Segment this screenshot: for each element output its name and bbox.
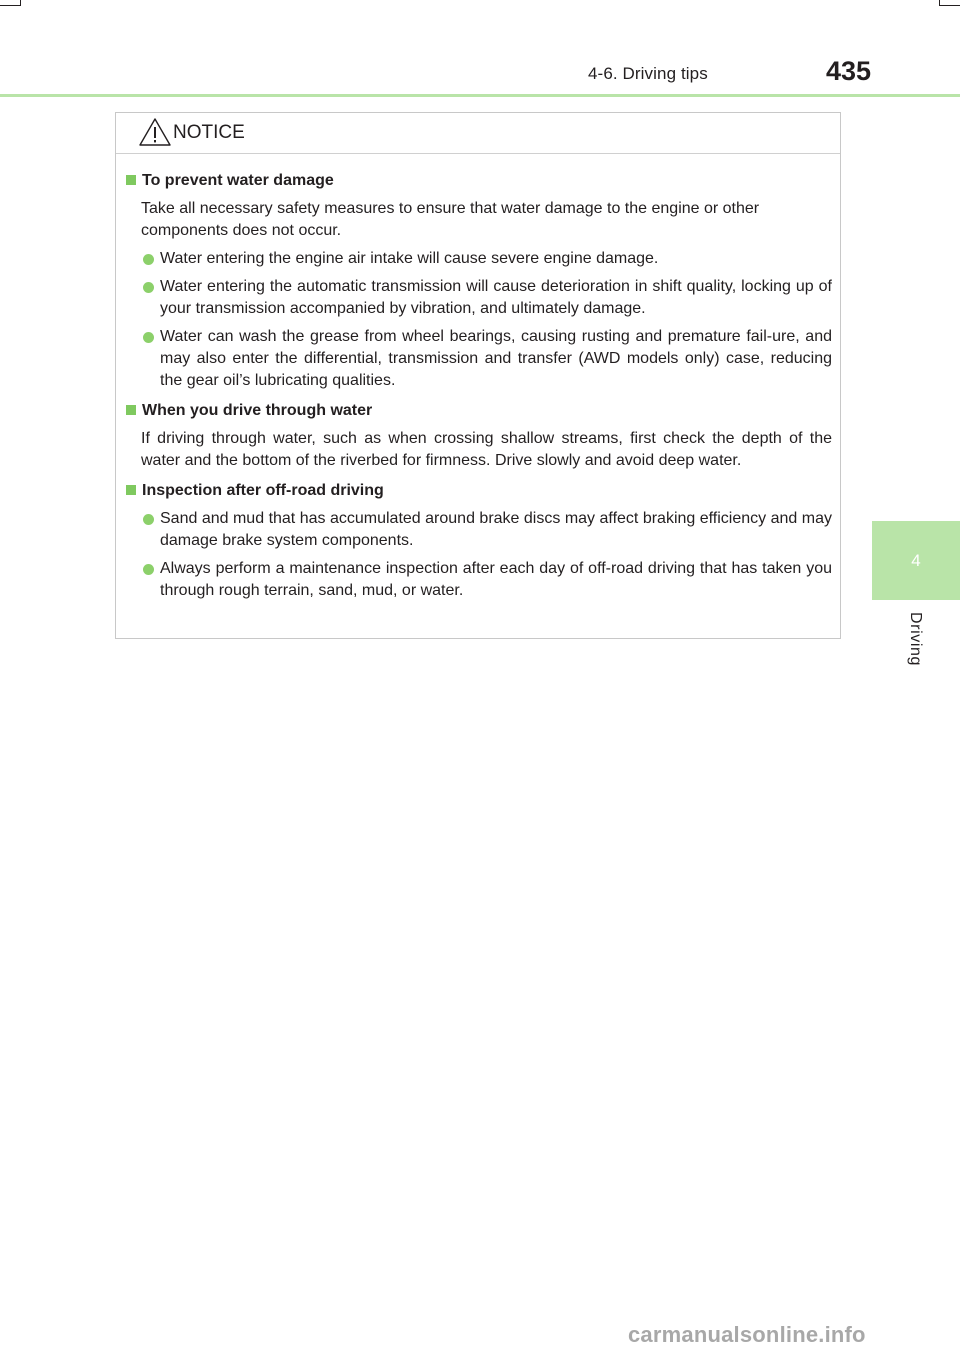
circle-bullet-icon bbox=[143, 564, 154, 575]
list-item: Water entering the automatic transmission will cause deterioration in shift quality, locking up of your transmission accompanied by vibration, and ultimately damage. bbox=[141, 276, 832, 320]
chapter-tab[interactable] bbox=[872, 521, 960, 600]
header-divider bbox=[0, 94, 960, 97]
list-item: Water entering the engine air intake will cause severe engine damage. bbox=[141, 248, 832, 270]
warning-triangle-icon bbox=[138, 117, 172, 147]
square-bullet-icon bbox=[126, 405, 136, 415]
circle-bullet-icon bbox=[143, 514, 154, 525]
section-heading-drive-through-water: When you drive through water bbox=[126, 400, 832, 422]
section-text: Take all necessary safety measures to ensure that water damage to the engine or other components does not occur. bbox=[141, 200, 760, 239]
circle-bullet-icon bbox=[143, 332, 154, 343]
notice-box bbox=[115, 112, 841, 639]
notice-header bbox=[116, 113, 840, 154]
chapter-label: Driving bbox=[907, 612, 924, 666]
page-number: 435 bbox=[826, 56, 872, 86]
list-item: Always perform a maintenance inspection after each day of off-road driving that has taken you through rough terrain, sand, mud, or water. bbox=[141, 558, 832, 602]
notice-title: NOTICE bbox=[173, 122, 245, 143]
crop-mark-top-right-h bbox=[939, 5, 960, 6]
crop-mark-top-left-h bbox=[0, 5, 21, 6]
section-heading-water-damage: To prevent water damage bbox=[126, 170, 832, 192]
notice-body bbox=[126, 170, 832, 608]
list-item: Water can wash the grease from wheel bearings, causing rusting and premature fail-ure, and may also enter the differential, transmission and transfer (AWD models only) case, reducing the gear oil’s lubricating qualities. bbox=[141, 326, 832, 392]
circle-bullet-icon bbox=[143, 254, 154, 265]
list-item: Sand and mud that has accumulated around brake discs may affect braking efficiency and may damage brake system components. bbox=[141, 508, 832, 552]
square-bullet-icon bbox=[126, 485, 136, 495]
chapter-number: 4 bbox=[911, 550, 921, 570]
watermark: carmanualsonline.info bbox=[628, 1322, 866, 1347]
section-title: 4-6. Driving tips bbox=[588, 64, 708, 83]
circle-bullet-icon bbox=[143, 282, 154, 293]
section-heading-inspection: Inspection after off-road driving bbox=[126, 480, 832, 502]
section-text: If driving through water, such as when crossing shallow streams, first check the depth of the water and the bottom of the riverbed for firmness. Drive slowly and avoid deep water. bbox=[141, 430, 832, 469]
square-bullet-icon bbox=[126, 175, 136, 185]
